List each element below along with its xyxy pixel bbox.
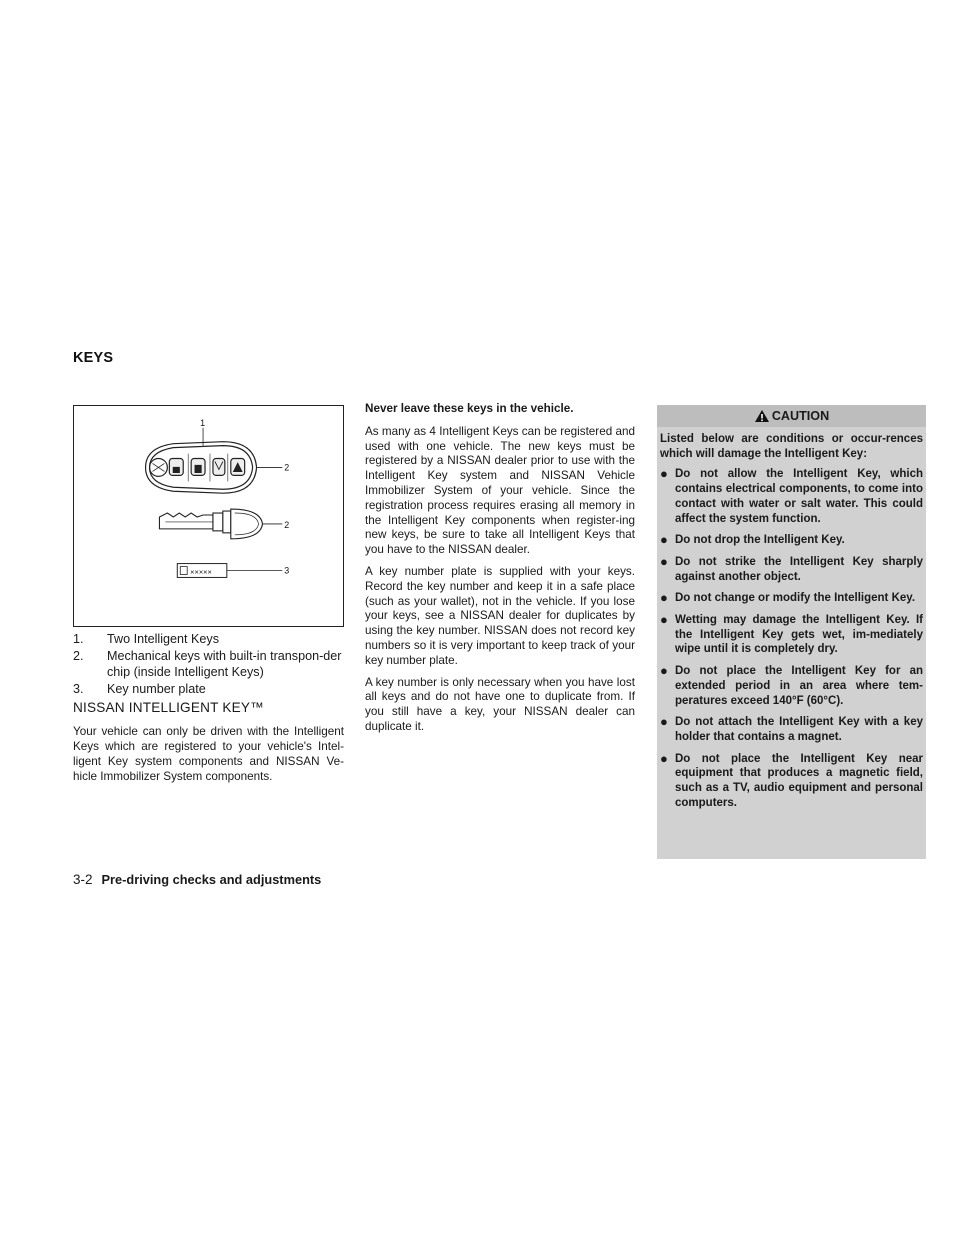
- subheading-intelligent-key: NISSAN INTELLIGENT KEY™: [73, 700, 264, 715]
- bullet-icon: ●: [660, 553, 668, 569]
- figure-legend: [73, 631, 345, 697]
- page-number: 3-2: [73, 872, 93, 887]
- legend-item: 2. Mechanical keys with built-in transpon-der chip (inside Intelligent Keys): [73, 648, 342, 680]
- callout-1: 1: [200, 417, 206, 428]
- warning-triangle-icon: [754, 409, 770, 423]
- paragraph: A key number is only necessary when you have lost all keys and do not have one to duplicate from. If you still have a key, your NISSAN dealer can duplicate it.: [365, 675, 635, 733]
- callout-3: 3: [284, 565, 290, 576]
- caution-title: CAUTION: [771, 409, 830, 423]
- caution-item: ● Do not drop the Intelligent Key.: [660, 532, 845, 548]
- keys-figure: [73, 405, 344, 627]
- caution-item: ● Do not allow the Intelligent Key, which contains electrical components, to come into contact with water or salt water. This could affect the system function.: [660, 466, 923, 525]
- paragraph: A key number plate is supplied with your keys. Record the key number and keep it in a safe place (such as your wallet), not in the vehicle. If you lose your keys, see a NISSAN dealer for duplicates by using the key number. NISSAN does not record key numbers so it is very important to keep track of your key number plate.: [365, 564, 635, 667]
- section-title: KEYS: [73, 350, 114, 366]
- bullet-icon: ●: [660, 750, 668, 766]
- caution-item: ● Do not place the Intelligent Key near equipment that produces a magnetic field, such as a TV, audio equipment and personal computers.: [660, 750, 923, 809]
- callout-2-upper: 2: [284, 462, 290, 473]
- caution-item: ● Do not strike the Intelligent Key sharply against another object.: [660, 553, 923, 583]
- bullet-icon: ●: [660, 590, 668, 606]
- caution-item: ● Do not change or modify the Intelligent Key.: [660, 590, 916, 606]
- bullet-icon: ●: [660, 663, 668, 679]
- bullet-icon: ●: [660, 714, 668, 730]
- bullet-icon: ●: [660, 612, 668, 628]
- intelligent-key-fob: [146, 442, 257, 494]
- caution-header: [657, 405, 926, 427]
- warning-heading: Never leave these keys in the vehicle.: [365, 402, 574, 415]
- caution-box: [657, 405, 926, 859]
- caution-item: ● Do not place the Intelligent Key for an extended period in an area where tem-peratures exceed 140°F (60°C).: [660, 663, 923, 707]
- keys-illustration: [74, 406, 343, 626]
- mechanical-key: [159, 509, 262, 539]
- chapter-title: Pre-driving checks and adjustments: [101, 872, 322, 887]
- bullet-icon: ●: [660, 466, 668, 482]
- page-footer: [73, 872, 321, 887]
- legend-item: 3. Key number plate: [73, 681, 206, 696]
- caution-item: ● Do not attach the Intelligent Key with a key holder that contains a magnet.: [660, 714, 923, 743]
- caution-intro: Listed below are conditions or occur-rences which will damage the Intelligent Key:: [660, 433, 923, 460]
- legend-item: 1. Two Intelligent Keys: [73, 632, 220, 646]
- caution-item: ● Wetting may damage the Intelligent Key. If the Intelligent Key gets wet, im-mediately wipe until it is completely dry.: [660, 612, 923, 656]
- paragraph: As many as 4 Intelligent Keys can be registered and used with one vehicle. The new keys must be registered by a NISSAN dealer prior to use with the Intelligent Key system and NISSAN Vehicle Immobilizer System of your vehicle. Since the registration process requires erasing all memory in the Intelligent Key components when register-ing new keys, be sure to take all Intelligent Keys that you have to the NISSAN dealer.: [365, 424, 635, 557]
- plate-number-text: ×××××: [190, 567, 212, 577]
- caution-list: [660, 467, 923, 810]
- callout-2-lower: 2: [284, 519, 290, 530]
- intro-paragraph: Your vehicle can only be driven with the Intelligent Keys which are registered to your vehicle's Intel-ligent Key system components and NISSAN Ve-hicle Immobilizer System components.: [73, 725, 344, 783]
- middle-column: [365, 402, 635, 742]
- bullet-icon: ●: [660, 532, 668, 548]
